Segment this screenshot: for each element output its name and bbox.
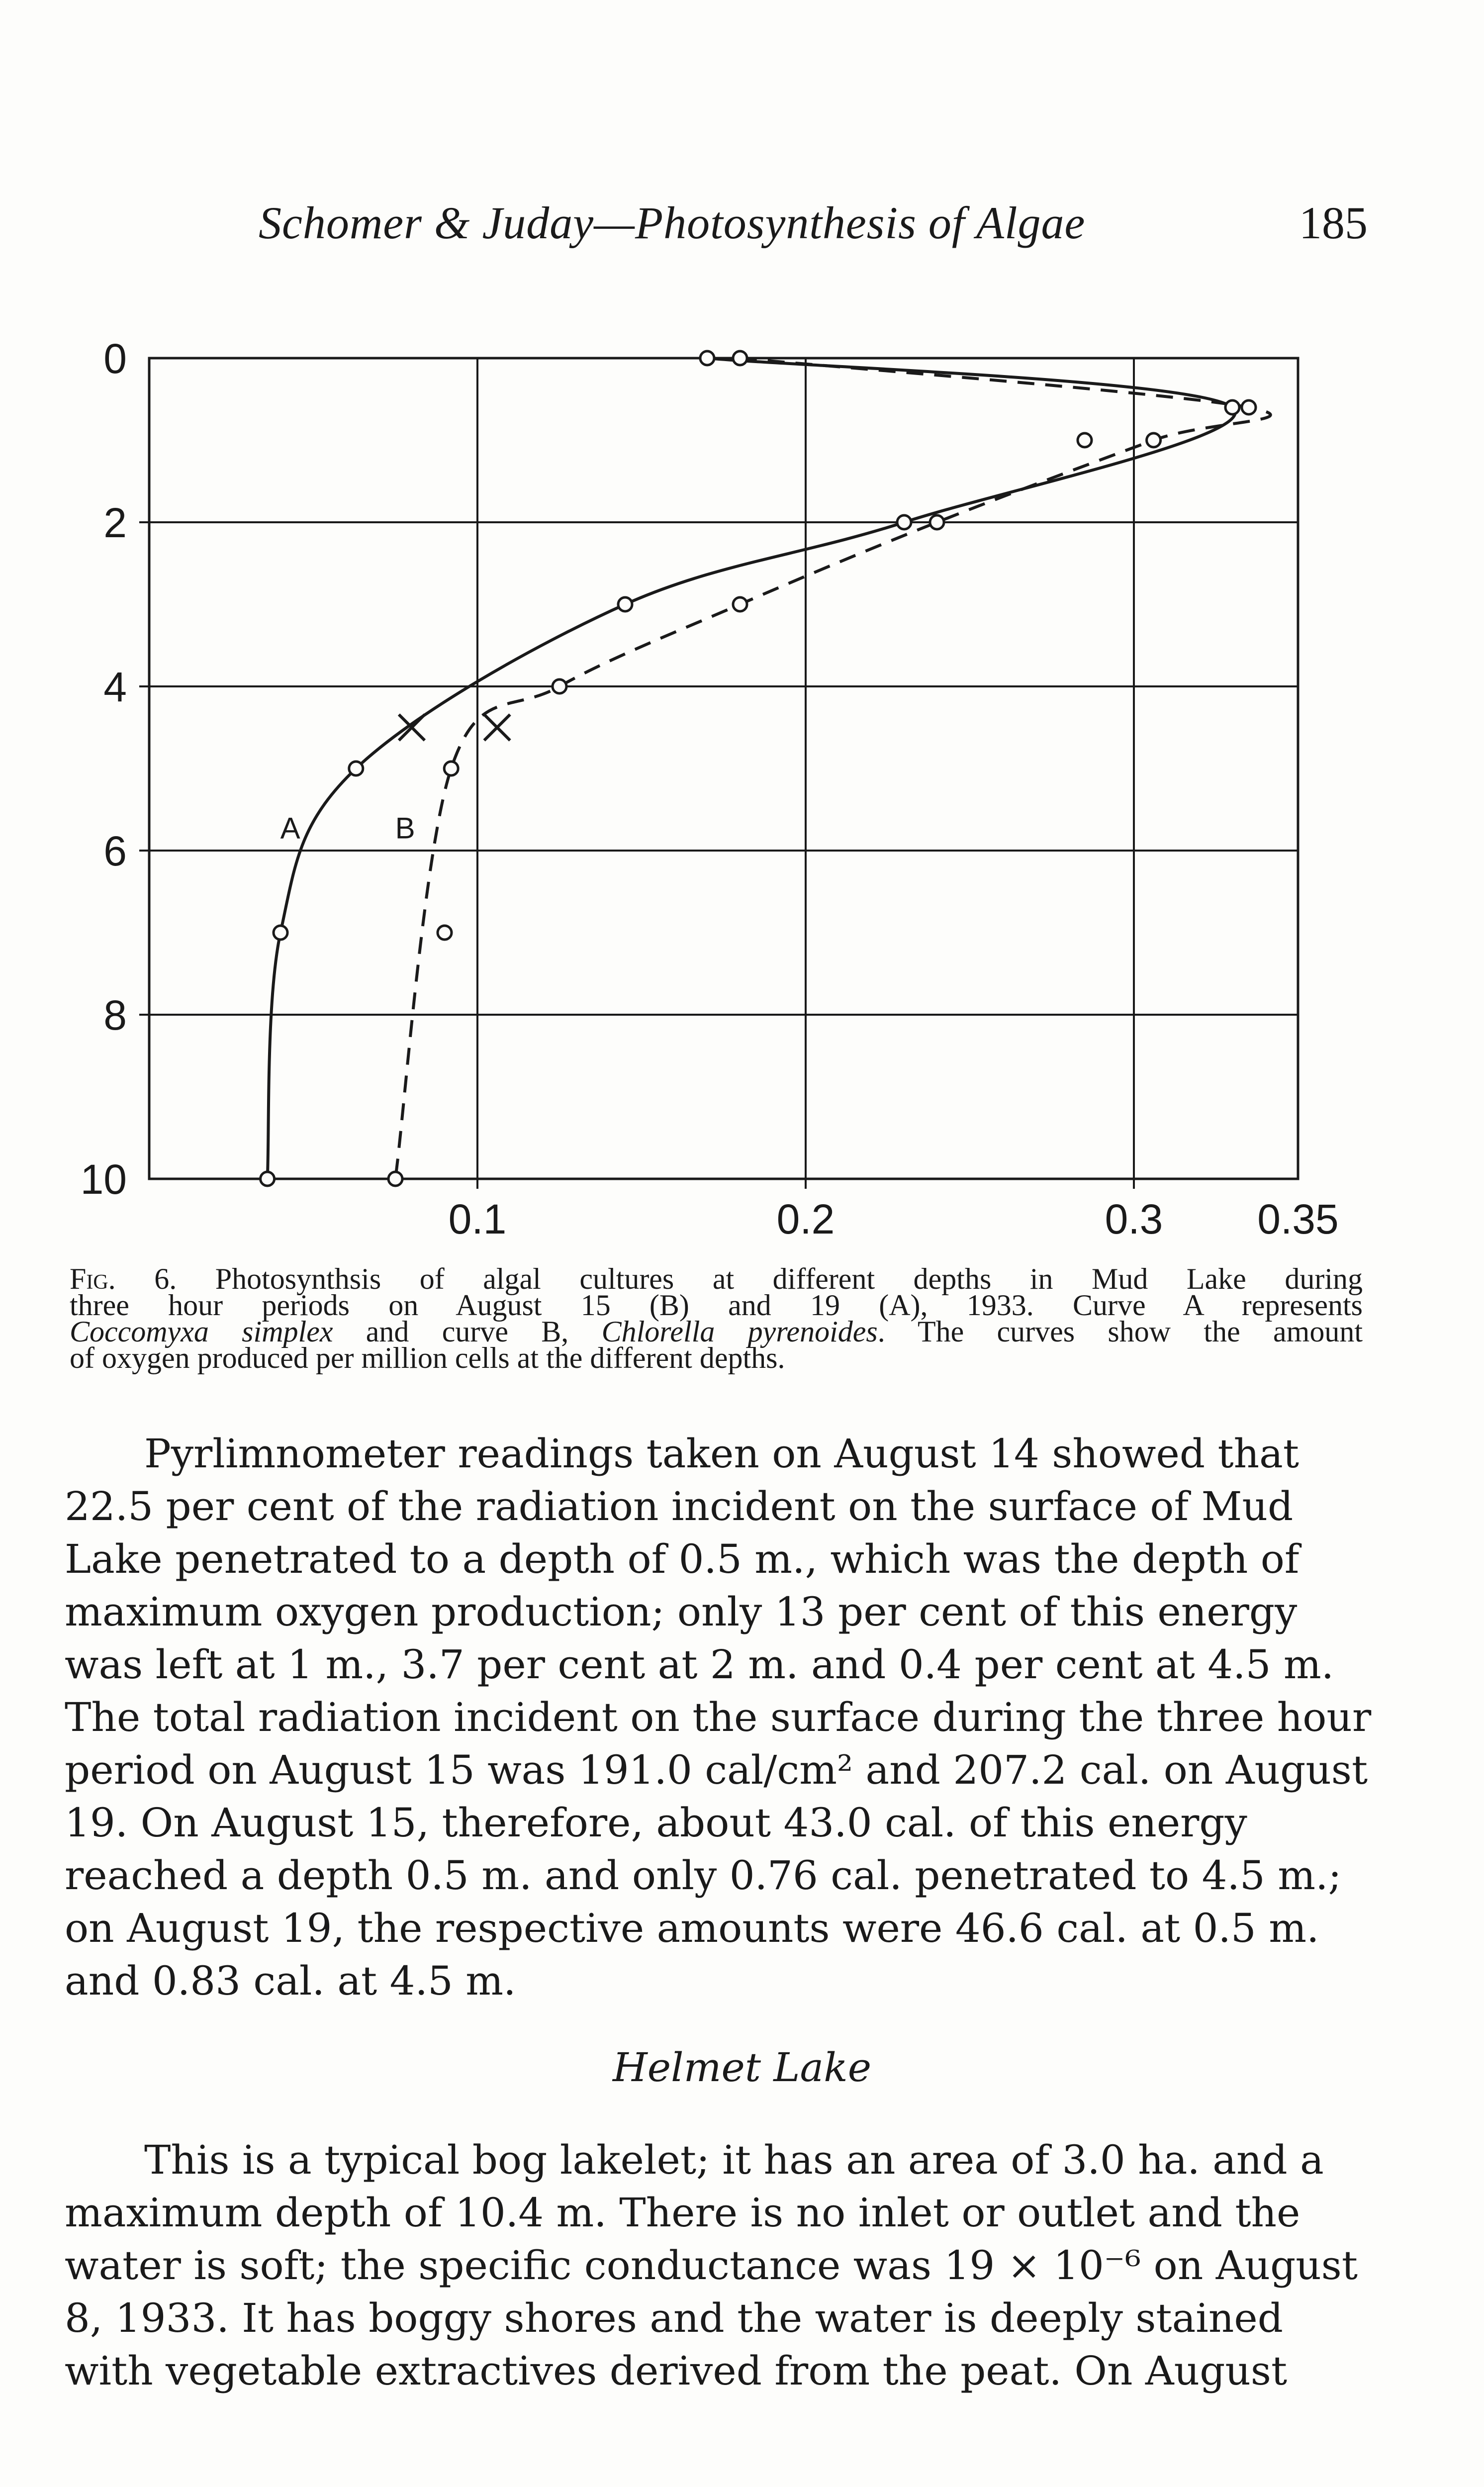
x-tick-label: 0.2 — [776, 1196, 835, 1243]
paragraph-line: on August 19, the respective amounts were 46.6 cal. at 0.5 m. — [65, 1905, 1319, 1951]
series-a-point — [274, 926, 287, 940]
series-b-point — [733, 597, 747, 611]
paragraph-line: and 0.83 cal. at 4.5 m. — [65, 1958, 516, 2004]
series-b-point — [553, 679, 566, 693]
series-b-x-marker — [484, 715, 510, 741]
x-tick-label: 0.3 — [1105, 1196, 1163, 1243]
paragraph-line: was left at 1 m., 3.7 per cent at 2 m. and 0.4 per cent at 4.5 m. — [65, 1641, 1334, 1688]
caption-line-3: Coccomyxa simplex and curve B, Chlorella pyrenoides. The curves show the amount — [70, 1315, 1363, 1348]
running-title: Schomer & Juday—Photosynthesis of Algae — [259, 197, 1086, 248]
caption-line-2: three hour periods on August 15 (B) and 19 (A), 1933. Curve A represents — [70, 1289, 1363, 1322]
paragraph-helmet-lake — [65, 2134, 1363, 2397]
series-a-x-marker — [399, 715, 425, 741]
paragraph-line: water is soft; the specific conductance was 19 × 10⁻⁶ on August — [65, 2242, 1358, 2289]
series-a-line — [268, 358, 1235, 1179]
series-b-point — [388, 1172, 402, 1186]
paragraph-line: with vegetable extractives derived from the peat. On August — [65, 2348, 1288, 2394]
caption-line-4: of oxygen produced per million cells at the different depths. — [70, 1341, 785, 1374]
paragraph-line: 8, 1933. It has boggy shores and the water is deeply stained — [65, 2295, 1283, 2341]
outlier-point — [1078, 433, 1092, 447]
section-heading: Helmet Lake — [612, 2044, 872, 2091]
paragraph-line: The total radiation incident on the surface during the three hour — [65, 1694, 1372, 1740]
series-b-point — [733, 351, 747, 365]
paragraph-line: Lake penetrated to a depth of 0.5 m., which was the depth of — [65, 1536, 1299, 1582]
series-a-point — [1225, 400, 1239, 414]
series-a-point — [261, 1172, 275, 1186]
y-tick-label: 10 — [80, 1156, 127, 1203]
paragraph-line: maximum depth of 10.4 m. There is no inlet or outlet and the — [65, 2190, 1300, 2236]
x-tick-label: 0.35 — [1257, 1196, 1339, 1243]
series-b-point — [1147, 433, 1161, 447]
outlier-point — [438, 926, 452, 940]
series-a-point — [618, 597, 632, 611]
y-tick-label: 0 — [103, 335, 127, 382]
page-number: 185 — [1299, 197, 1368, 248]
paragraph-line: reached a depth 0.5 m. and only 0.76 cal. penetrated to 4.5 m.; — [65, 1852, 1342, 1899]
figure-label: Fig. 6. — [70, 1262, 177, 1295]
paragraph-line: 19. On August 15, therefore, about 43.0 cal. of this energy — [65, 1800, 1247, 1846]
series-b-point — [1242, 400, 1256, 414]
series-b-point — [930, 515, 944, 529]
plot-frame — [149, 358, 1298, 1179]
caption-line-1: Fig. 6. Photosynthsis of algal cultures at different depths in Mud Lake during — [70, 1262, 1363, 1295]
series-b-line — [395, 358, 1271, 1179]
y-tick-label: 4 — [103, 664, 127, 710]
paragraph-line: This is a typical bog lakelet; it has an area of 3.0 ha. and a — [144, 2137, 1324, 2183]
series-b-point — [444, 762, 458, 775]
series-a-point — [349, 762, 363, 775]
x-tick-label: 0.1 — [448, 1196, 507, 1243]
figure-caption — [70, 1262, 1363, 1374]
y-tick-label: 6 — [103, 828, 127, 874]
paragraph-line: maximum oxygen production; only 13 per cent of this energy — [65, 1589, 1298, 1635]
curve-label-a: A — [280, 811, 300, 845]
paragraph-line: 22.5 per cent of the radiation incident on the surface of Mud — [65, 1483, 1294, 1530]
paragraph-radiation — [65, 1428, 1372, 2008]
y-tick-label: 2 — [103, 499, 127, 546]
series-a-point — [700, 351, 714, 365]
y-tick-label: 8 — [103, 992, 127, 1039]
paragraph-line: Pyrlimnometer readings taken on August 14 showed that — [144, 1431, 1299, 1477]
paragraph-line: period on August 15 was 191.0 cal/cm² and 207.2 cal. on August — [65, 1747, 1368, 1793]
curve-label-b: B — [395, 811, 415, 845]
series-a-point — [897, 515, 911, 529]
